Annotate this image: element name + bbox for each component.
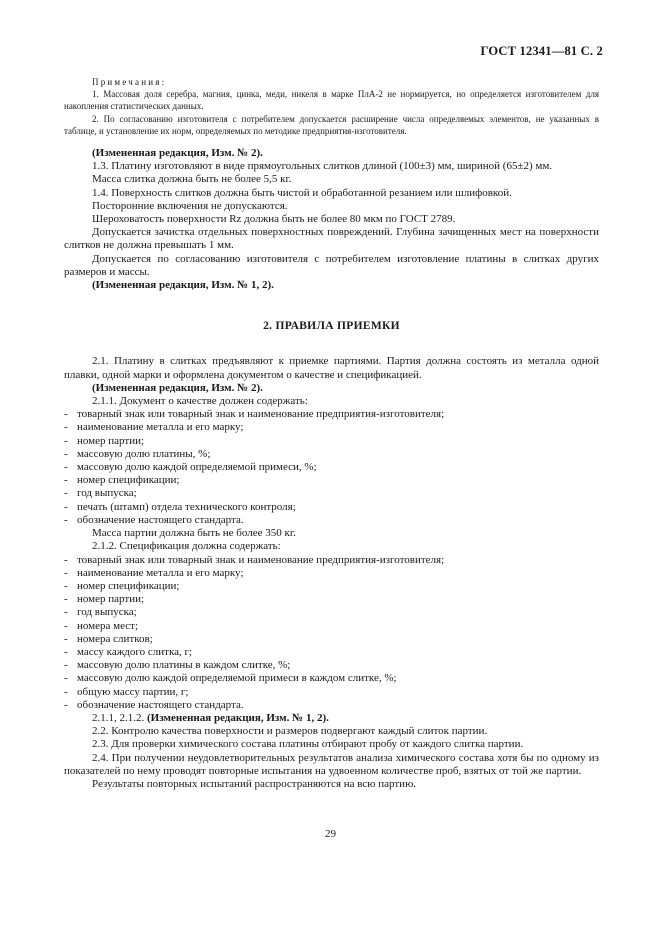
notes-title: Примечания: <box>92 77 167 87</box>
paragraph-2-4: 2.4. При получении неудовлетворительных результатов анализа химического состава хотя бы по одному из показателей по нему проводят повторные испытания на удвоенном количестве проб, взятых от той же партии. <box>64 751 599 777</box>
list-item: - массовую долю платины в каждом слитке, %; <box>64 659 291 672</box>
amendment-note: (Измененная редакция, Изм. № 2). <box>92 147 263 160</box>
ingot-mass: Масса слитка должна быть не более 5,5 кг. <box>92 173 292 186</box>
list-item: - номер спецификации; <box>64 579 180 592</box>
surface-cleaning: Допускается зачистка отдельных поверхностных повреждений. Глубина зачищенных мест на поверхности слитков не должна превышать 1 мм. <box>64 226 599 252</box>
foreign-inclusions: Посторонние включения не допускаются. <box>92 199 288 212</box>
repeat-tests-note: Результаты повторных испытаний распространяются на всю партию. <box>92 777 417 790</box>
list-item: - обозначение настоящего стандарта. <box>64 698 244 711</box>
amendment-note: (Измененная редакция, Изм. № 2). <box>92 381 263 394</box>
notes-block <box>64 76 599 137</box>
list-item: - печать (штамп) отдела технического контроля; <box>64 500 296 513</box>
paragraph-2-1: 2.1. Платину в слитках предъявляют к приемке партиями. Партия должна состоять из металла одной плавки, одной марки и оформлена документом о качестве и спецификацией. <box>64 355 599 381</box>
amendment-note: (Измененная редакция, Изм. № 1, 2). <box>92 279 274 292</box>
list-item: - массовую долю платины, %; <box>64 447 211 460</box>
other-sizes-agreement: Допускается по согласованию изготовителя с потребителем изготовление платины в слитках других размеров и массы. <box>64 252 599 278</box>
section-title: 2. ПРАВИЛА ПРИЕМКИ <box>263 320 400 333</box>
surface-roughness: Шероховатость поверхности Rz должна быть не более 80 мкм по ГОСТ 2789. <box>92 213 456 226</box>
list-item: - массу каждого слитка, г; <box>64 645 193 658</box>
quality-document-list <box>64 408 599 527</box>
list-item: - номер партии; <box>64 434 145 447</box>
page-header: ГОСТ 12341—81 С. 2 <box>480 44 603 58</box>
list-item: - номер спецификации; <box>64 474 180 487</box>
note-item: 1. Массовая доля серебра, магния, цинка, меди, никеля в марке ПлА-2 не нормируется, но определяется изготовителем для накопления статистических данных. <box>64 89 599 112</box>
page-number: 29 <box>325 828 336 840</box>
paragraph-1-3: 1.3. Платину изготовляют в виде прямоугольных слитков длиной (100±3) мм, шириной (65±2) мм. <box>92 160 553 173</box>
list-item: - номер партии; <box>64 593 145 606</box>
page-content <box>64 76 599 791</box>
paragraph-2-1-1: 2.1.1. Документ о качестве должен содержать: <box>92 395 308 408</box>
list-item: - товарный знак или товарный знак и наименование предприятия-изготовителя; <box>64 408 445 421</box>
note-item: 2. По согласованию изготовителя с потребителем допускается расширение числа определяемых элементов, не указанных в таблице, и установление их норм, определяемых по методике предприятия-изготовителя. <box>64 113 599 136</box>
list-item: - массовую долю каждой определяемой примеси в каждом слитке, %; <box>64 672 397 685</box>
list-item: - обозначение настоящего стандарта. <box>64 513 244 526</box>
list-item: - наименование металла и его марку; <box>64 421 244 434</box>
list-item: - номера слитков; <box>64 632 153 645</box>
paragraph-2-2: 2.2. Контролю качества поверхности и размеров подвергают каждый слиток партии. <box>92 725 488 738</box>
list-item: - год выпуска; <box>64 487 137 500</box>
list-item: - массовую долю каждой определяемой примеси, %; <box>64 461 317 474</box>
list-item: - товарный знак или товарный знак и наименование предприятия-изготовителя; <box>64 553 445 566</box>
specification-list <box>64 554 599 712</box>
amendment-note: 2.1.1, 2.1.2. (Измененная редакция, Изм. № 1, 2). <box>92 711 329 724</box>
paragraph-2-3: 2.3. Для проверки химического состава платины отбирают пробу от каждого слитка партии. <box>92 738 524 751</box>
list-item: - номера мест; <box>64 619 139 632</box>
paragraph-2-1-2: 2.1.2. Спецификация должна содержать: <box>92 540 281 553</box>
list-item: - общую массу партии, г; <box>64 685 189 698</box>
list-item: - наименование металла и его марку; <box>64 566 244 579</box>
paragraph-1-4: 1.4. Поверхность слитков должна быть чистой и обработанной резанием или шлифовкой. <box>92 186 512 199</box>
list-item: - год выпуска; <box>64 606 137 619</box>
batch-mass: Масса партии должна быть не более 350 кг. <box>92 527 296 540</box>
